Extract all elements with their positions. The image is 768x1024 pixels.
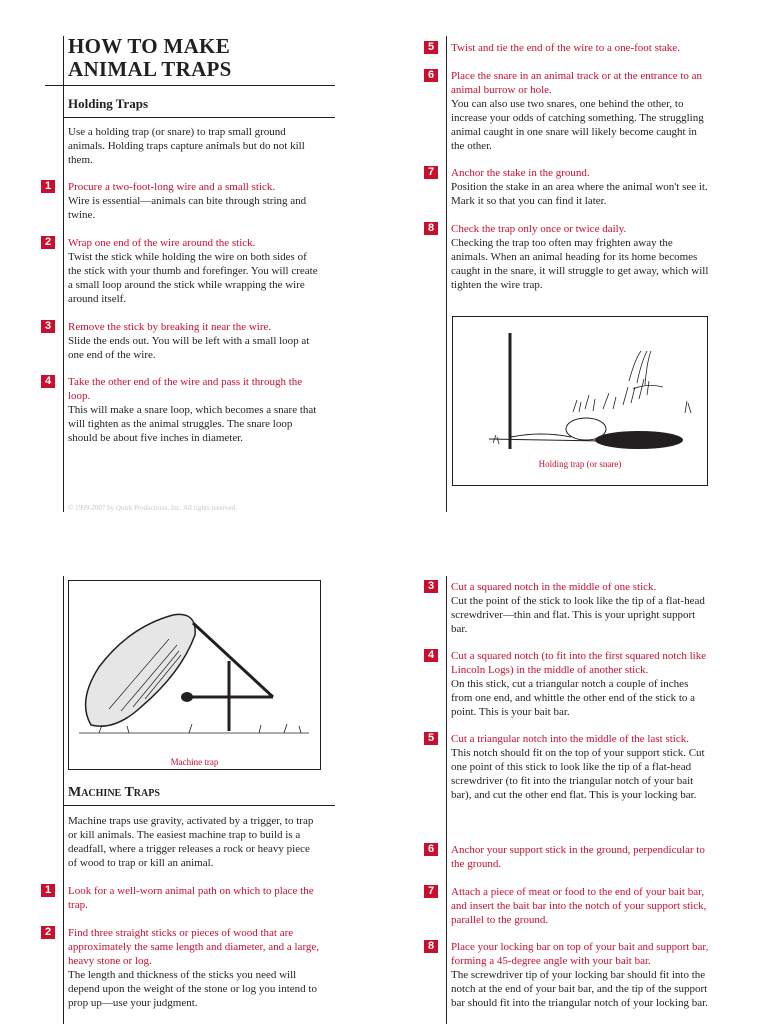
step-number-badge: 7 (424, 166, 438, 179)
step-body: This will make a snare loop, which becomes a snare that will tighten as the animal struggles. The snare loop should be about five inches in diameter. (68, 404, 317, 444)
step-body: Cut the point of the stick to look like the tip of a flat-head screwdriver—thin and flat. This is your upright support bar. (451, 595, 705, 635)
machine-trap-figure (68, 580, 321, 770)
step-heading: Cut a squared notch (to fit into the first squared notch like Lincoln Logs) in the middle of another stick. (451, 650, 707, 676)
intro-paragraph: Machine traps use gravity, activated by a trigger, to trap or kill animals. The easiest machine trap to build is a deadfall, where a trigger releases a rock or heavy piece of wood to trap or kill an animal. (68, 815, 314, 869)
step-body: You can also use two snares, one behind the other, to increase your odds of catching something. The struggling animal caught in one snare will likely become caught in the other. (451, 98, 704, 152)
intro-paragraph: Use a holding trap (or snare) to trap small ground animals. Holding traps capture animals but do not kill them. (68, 126, 305, 166)
page-title (68, 35, 232, 81)
section-heading: Machine Traps (68, 785, 160, 800)
left-margin-line (63, 36, 64, 512)
step-number-badge: 8 (424, 222, 438, 235)
grass-tuft (629, 351, 663, 389)
step-body: On this stick, cut a triangular notch a couple of inches from one end, and whittle the other end of the stick to a point. This is your bait bar. (451, 678, 696, 718)
title-line-2: ANIMAL TRAPS (68, 57, 232, 81)
step-number-badge: 2 (41, 236, 55, 249)
title-line-1: HOW TO MAKE (68, 34, 230, 58)
step-heading: Place the snare in an animal track or at the entrance to an animal burrow or hole. (451, 70, 703, 96)
step-number-badge: 7 (424, 885, 438, 898)
snare-illustration (453, 317, 707, 457)
step-number-badge: 1 (41, 884, 55, 897)
step-3 (44, 320, 320, 362)
step-number-badge: 4 (424, 649, 438, 662)
step-6 (427, 843, 709, 871)
step-number-badge: 5 (424, 41, 438, 54)
step-heading: Take the other end of the wire and pass it through the loop. (68, 376, 303, 402)
step-heading: Check the trap only once or twice daily. (451, 223, 627, 235)
section-heading: Holding Traps (68, 96, 149, 111)
figure-caption: Machine trap (170, 757, 219, 767)
right-margin-line (446, 36, 447, 512)
step-heading: Remove the stick by breaking it near the wire. (68, 321, 272, 333)
snare-wire (511, 434, 571, 437)
step-number-badge: 3 (41, 320, 55, 333)
section-rule (63, 117, 335, 118)
step-6 (427, 69, 709, 153)
burrow-hole (595, 431, 683, 449)
deadfall-illustration (69, 581, 320, 741)
step-body: The length and thickness of the sticks you need will depend upon the weight of the stone or log you intend to prop up—use your judgment. (68, 969, 317, 1009)
step-body: Checking the trap too often may frighten away the animals. When an animal heading for its home becomes caught in the snare, it will struggle to get away, which will tighten the wire trap. (451, 237, 709, 291)
step-5 (427, 732, 709, 802)
step-1 (44, 180, 320, 222)
step-body: The screwdriver tip of your locking bar should fit into the notch at the end of your bait bar, and the tip of the support bar should fit into the triangular notch of your locking bar. (451, 969, 708, 1009)
step-number-badge: 8 (424, 940, 438, 953)
step-7 (427, 166, 709, 208)
step-body: Twist the stick while holding the wire on both sides of the stick with your thumb and forefinger. You will create a small loop around the stick while wrapping the wire around itself. (68, 251, 318, 305)
step-4 (44, 375, 320, 445)
right-margin-line (446, 576, 447, 1024)
step-heading: Wrap one end of the wire around the stick. (68, 237, 256, 249)
step-heading: Anchor the stake in the ground. (451, 167, 590, 179)
ground-grass (79, 724, 309, 733)
stone-shape (86, 614, 196, 726)
step-number-badge: 1 (41, 180, 55, 193)
step-5 (427, 41, 709, 55)
step-heading: Anchor your support stick in the ground, perpendicular to the ground. (451, 844, 705, 870)
step-heading: Cut a squared notch in the middle of one stick. (451, 581, 657, 593)
step-heading: Place your locking bar on top of your bait and support bar, forming a 45-degree angle with your bait bar. (451, 941, 709, 967)
step-heading: Twist and tie the end of the wire to a one-foot stake. (451, 42, 680, 54)
left-margin-line (63, 576, 64, 1024)
step-heading: Look for a well-worn animal path on which to place the trap. (68, 885, 314, 911)
step-number-badge: 6 (424, 843, 438, 856)
step-heading: Cut a triangular notch into the middle of the last stick. (451, 733, 689, 745)
step-heading: Procure a two-foot-long wire and a small stick. (68, 181, 276, 193)
step-1 (44, 884, 320, 912)
step-body: Wire is essential—animals can bite through string and twine. (68, 195, 307, 221)
step-body: Position the stake in an area where the animal won't see it. Mark it so that you can find it later. (451, 181, 708, 207)
title-rule (45, 85, 335, 86)
locking-bar (193, 623, 273, 697)
bait-food (181, 692, 193, 702)
figure-caption: Holding trap (or snare) (538, 459, 622, 469)
step-number-badge: 2 (41, 926, 55, 939)
step-heading: Find three straight sticks or pieces of wood that are approximately the same length and diameter, and a large, heavy stone or log. (68, 927, 320, 967)
step-2 (44, 926, 320, 1010)
step-8 (427, 222, 709, 292)
step-8 (427, 940, 709, 1010)
holding-trap-figure (452, 316, 708, 486)
step-body: This notch should fit on the top of your support stick. Cut one point of this stick to look like the tip of a flat-head screwdriver (to fit into the triangular notch of your bait bar), and cut the other end flat. This is your locking bar. (451, 747, 705, 801)
section-rule (63, 805, 335, 806)
step-3 (427, 580, 709, 636)
step-4 (427, 649, 709, 719)
step-number-badge: 5 (424, 732, 438, 745)
step-heading: Attach a piece of meat or food to the end of your bait bar, and insert the bait bar into the notch of your support stick, parallel to the ground. (451, 886, 707, 926)
step-2 (44, 236, 320, 306)
step-body: Slide the ends out. You will be left with a small loop at one end of the wire. (68, 335, 310, 361)
step-number-badge: 3 (424, 580, 438, 593)
step-7 (427, 885, 709, 927)
page-machine-traps (0, 512, 768, 1024)
step-number-badge: 4 (41, 375, 55, 388)
step-number-badge: 6 (424, 69, 438, 82)
copyright-notice: © 1999-2007 by Quirk Productions, Inc. All rights reserved. (68, 504, 237, 512)
